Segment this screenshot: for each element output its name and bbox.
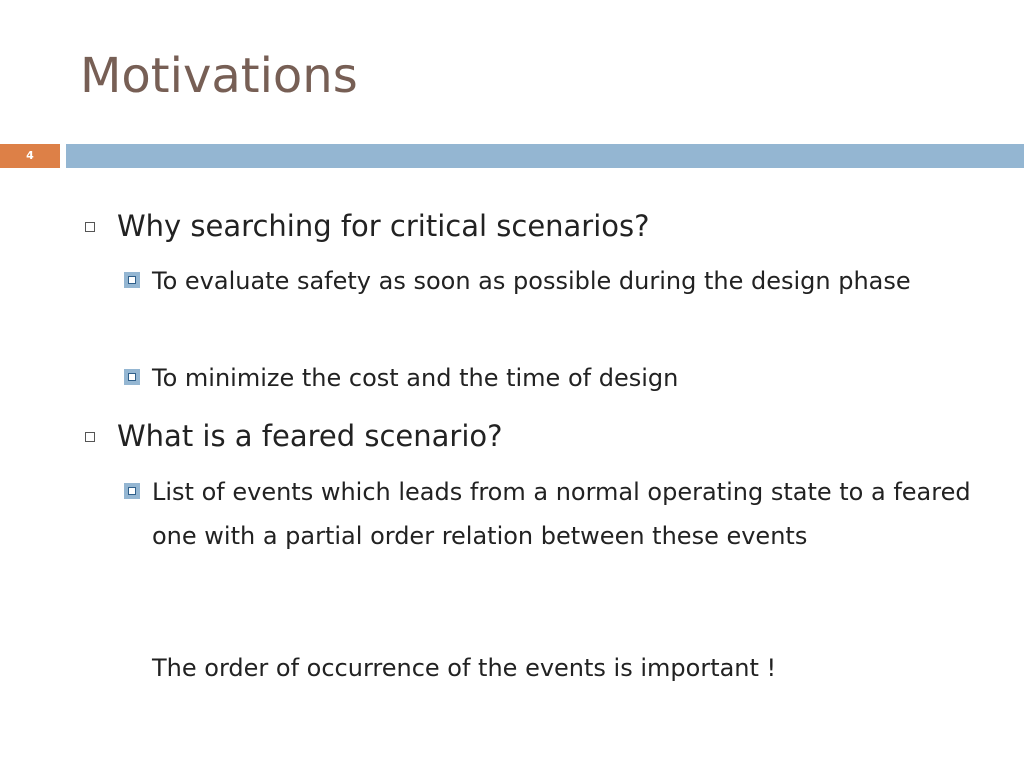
bullet-text: Why searching for critical scenarios? <box>117 209 650 243</box>
sub-bullet-item <box>120 356 1000 400</box>
filled-square-bullet-icon <box>124 483 140 499</box>
note-text: The order of occurrence of the events is important ! <box>152 654 777 682</box>
sub-bullet-text: To evaluate safety as soon as possible during the design phase <box>152 267 911 295</box>
sub-bullet-item <box>120 470 1000 558</box>
filled-square-bullet-icon <box>124 369 140 385</box>
bullet-text: What is a feared scenario? <box>117 419 503 453</box>
slide-title: Motivations <box>80 48 358 104</box>
square-bullet-icon <box>85 432 95 442</box>
sub-bullet-text: List of events which leads from a normal operating state to a feared one with a partial order relation between these events <box>152 478 971 550</box>
sub-bullet-item <box>120 259 1000 303</box>
filled-square-bullet-icon <box>124 272 140 288</box>
square-bullet-icon <box>85 222 95 232</box>
sub-bullet-text: To minimize the cost and the time of design <box>152 364 679 392</box>
slide-number: 4 <box>0 144 60 168</box>
